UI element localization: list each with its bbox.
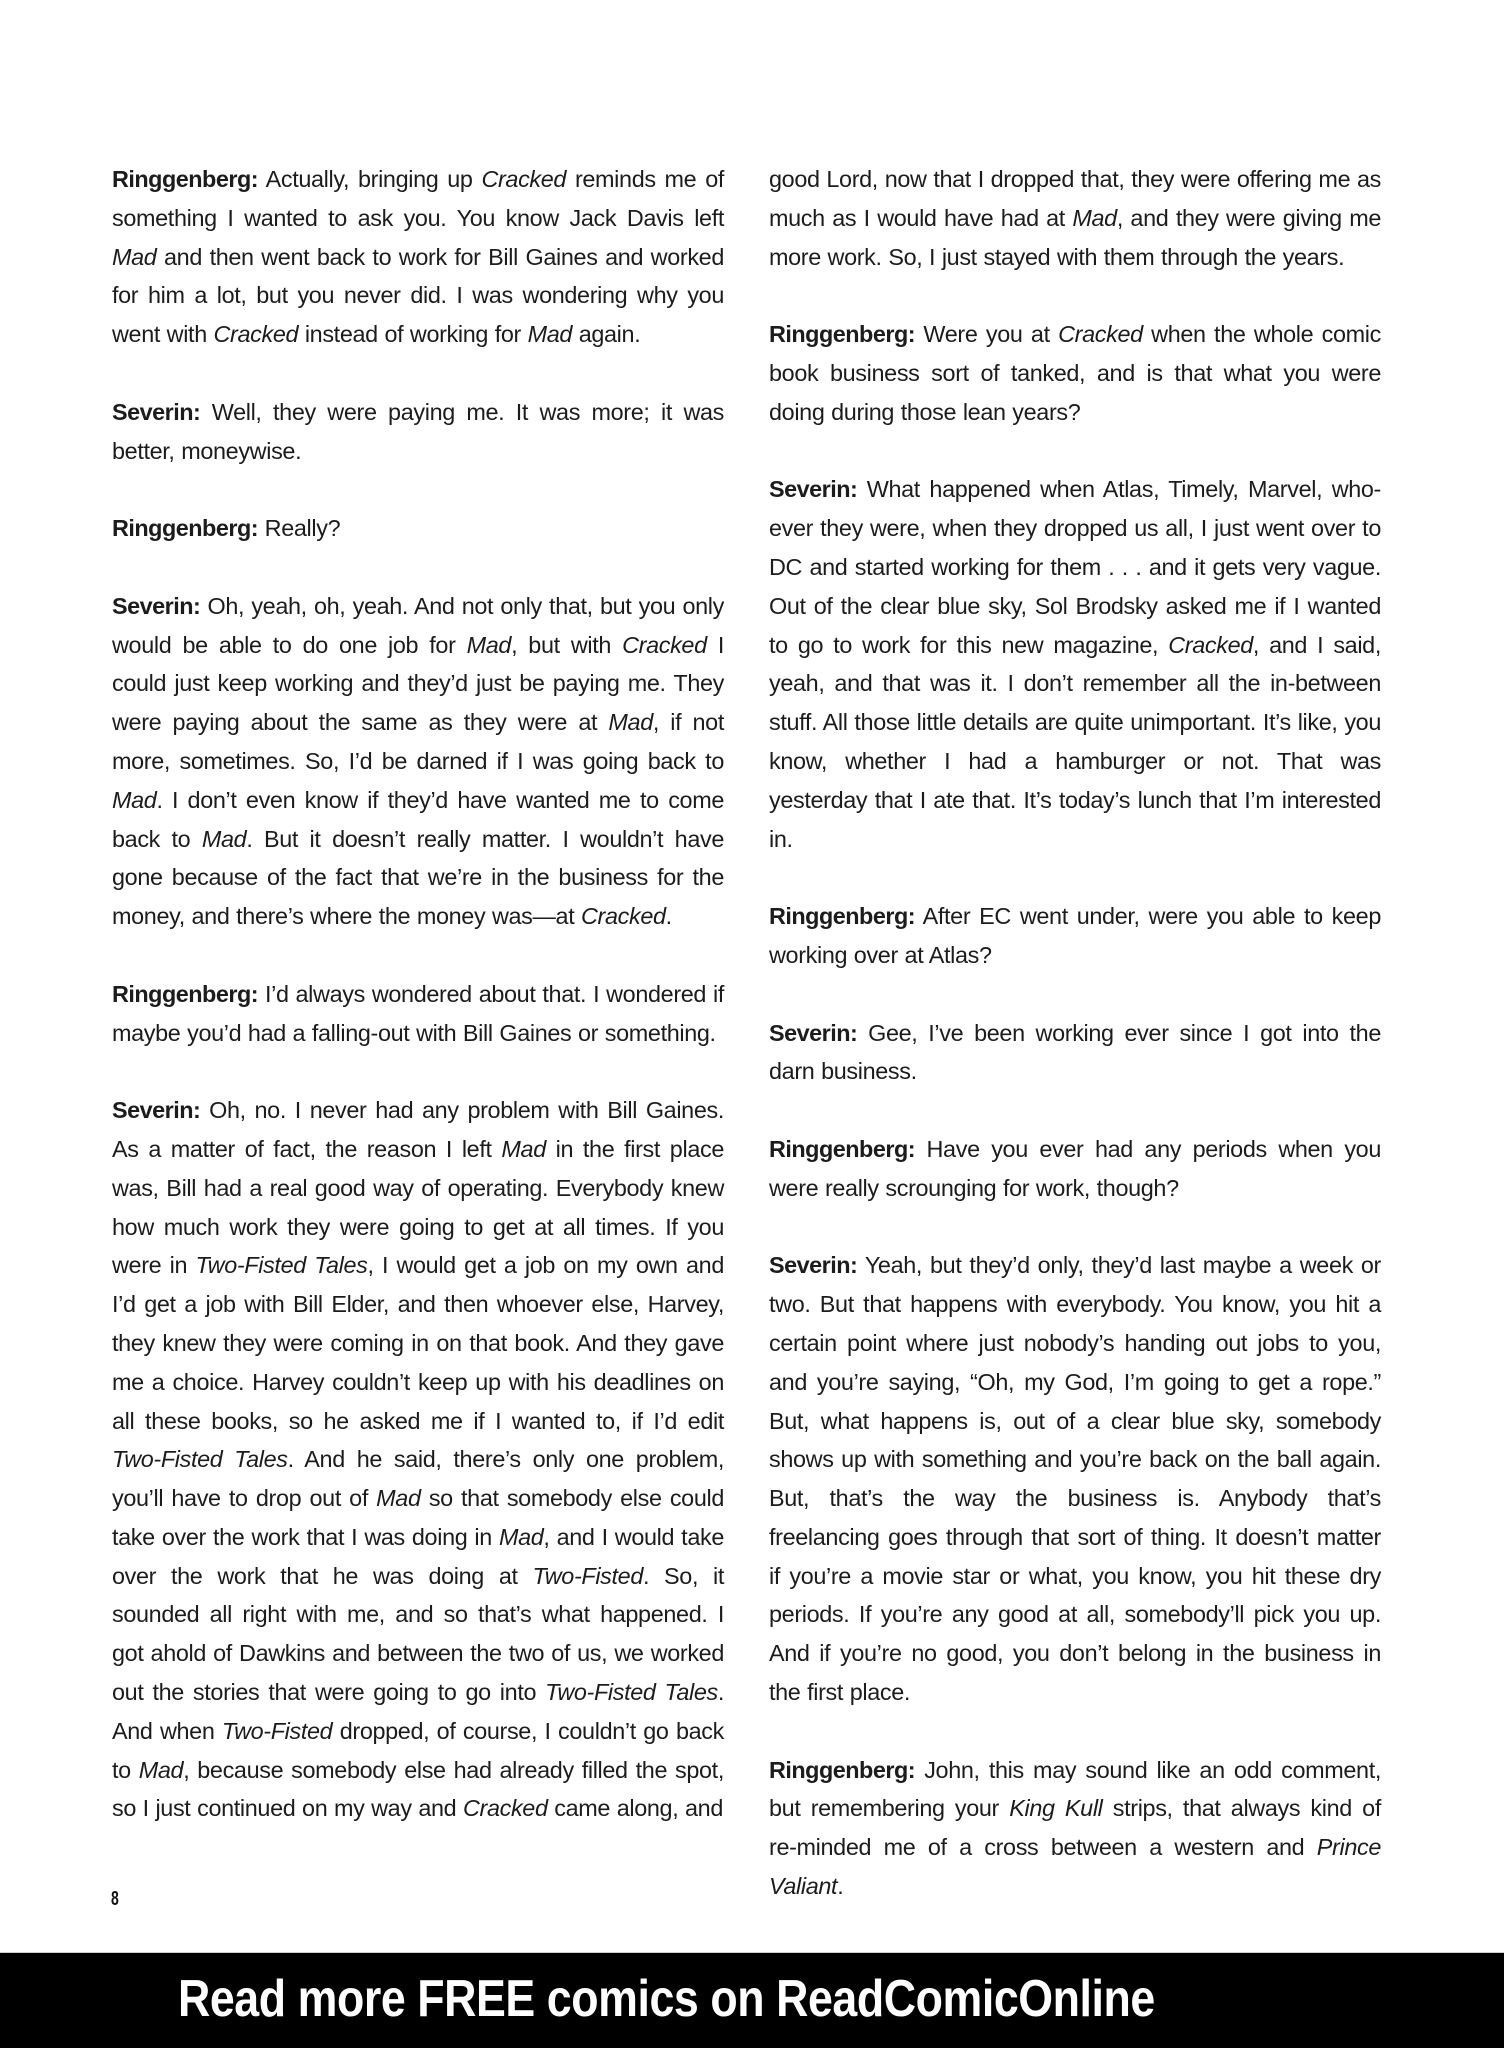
body-text: , I would get a job on my own and I’d get a job with Bill Elder, and then whoever else, Harvey, they knew they were coming in on that book. And they gave me a choice. Harvey couldn’t keep up with his deadlines on all these books, so he asked me if I wanted to, if I’d edit (112, 1252, 724, 1434)
body-text: , and they were giving me more work. So, I just stayed with them through the years. (769, 204, 1381, 270)
speaker-label: Severin: (769, 476, 858, 503)
body-text: instead of working for (298, 321, 528, 348)
interview-paragraph (112, 1091, 724, 1828)
body-text: John, this may sound like an odd comment, but remembering your (769, 1756, 1381, 1822)
speaker-label: Severin: (112, 592, 201, 619)
italic-title: Cracked (622, 631, 707, 658)
body-text: dropped, of course, I couldn’t go back to (112, 1717, 724, 1783)
italic-title: Mad (527, 321, 573, 348)
italic-title: Mad (376, 1485, 421, 1512)
body-text: and then went back to work for Bill Gaines and worked for him a lot, but you never did. I was wondering why you went with (112, 243, 724, 348)
body-text: Oh, no. I never had any problem with Bill Gaines. As a matter of fact, the reason I left (112, 1097, 724, 1162)
body-text: . (837, 1873, 844, 1900)
interview-paragraph (769, 1751, 1381, 1906)
italic-title: Two-Fisted Tales (112, 1446, 288, 1473)
interview-paragraph (769, 897, 1381, 975)
italic-title: Cracked (1168, 631, 1253, 658)
interview-paragraph (769, 1246, 1381, 1712)
italic-title: Two-Fisted (221, 1717, 333, 1744)
interview-paragraph (769, 1014, 1381, 1092)
body-text: Yeah, but they’d only, they’d last maybe a week or two. But that happens with everybody. You know, you hit a certain point where just nobody’s handing out jobs to you, and you’re saying, “Oh, my God, I’m going to get a rope.” But, what happens is, out of a clear blue sky, somebody shows up with something and you’re back on the ball again. But, that’s the way the business is. Anybody that’s freelancing goes through that sort of thing. It doesn’t matter if you’re a movie star or what, you know, you hit these dry periods. If you’re any good at all, somebody’ll pick you up. And if you’re no good, you don’t belong in the business in the first place. (769, 1252, 1381, 1706)
italic-title: Mad (466, 631, 512, 658)
body-text: . So, it sounded all right with me, and so that’s what happened. I got ahold of Dawkins and between the two of us, we worked out the stories that were going to go into (112, 1562, 724, 1706)
interview-paragraph (112, 509, 724, 548)
body-text: Really? (258, 515, 341, 542)
interview-paragraph (112, 393, 724, 471)
body-text: Actually, bringing up (258, 166, 482, 192)
italic-title: Mad (112, 786, 157, 813)
promo-banner[interactable] (0, 1952, 1504, 2048)
body-text: when the whole comic book business sort of tanked, and is that what you were doing during those lean years? (769, 321, 1381, 425)
interview-paragraph (112, 160, 724, 354)
body-text: . But it doesn’t really matter. I wouldn’t have gone because of the fact that we’re in the business for the money, and there’s where the money was—at (112, 825, 724, 930)
body-text: , but with (511, 631, 623, 658)
body-text: in the first place was, Bill had a real good way of operating. Everybody knew how much work they were going to get at all times. If you were in (112, 1135, 724, 1279)
body-text: Gee, I’ve been working ever since I got into the darn business. (769, 1019, 1381, 1085)
speaker-label: Ringgenberg: (112, 515, 259, 542)
italic-title: Mad (498, 1523, 544, 1550)
body-text: Have you ever had any periods when you were really scrounging for work, though? (769, 1135, 1381, 1201)
italic-title: King Kull (1009, 1795, 1103, 1822)
body-text: . I don’t even know if they’d have wanted me to come back to (112, 786, 724, 852)
italic-title: Two-Fisted (532, 1562, 643, 1589)
italic-title: Two-Fisted Tales (545, 1679, 718, 1706)
italic-title: Cracked (462, 1795, 548, 1822)
speaker-label: Ringgenberg: (769, 903, 916, 930)
promo-banner-text[interactable]: Read more FREE comics on ReadComicOnline (178, 1970, 1155, 2028)
body-text: . And when (112, 1679, 725, 1744)
speaker-label: Severin: (769, 1019, 858, 1046)
body-text: Well, they were paying me. It was more; it was better, moneywise. (112, 398, 724, 464)
interview-paragraph (112, 587, 724, 936)
italic-title: Mad (201, 825, 247, 852)
body-text: , and I said, yeah, and that was it. I don’t remember all the in-between stuff. All those little details are quite unimportant. It’s like, you know, whether I had a hamburger or not. That was yesterday that I ate that. It’s today’s lunch that I’m interested in. (769, 631, 1381, 852)
left-text-column (112, 160, 724, 1867)
interview-paragraph (769, 160, 1381, 276)
speaker-label: Ringgenberg: (769, 1135, 916, 1162)
italic-title: Cracked (213, 321, 299, 348)
body-text: Oh, yeah, oh, yeah. And not only that, but you only would be able to do one job for (112, 592, 724, 658)
body-text: strips, that always kind of re-minded me of a cross between a western and (769, 1795, 1381, 1861)
body-text: What happened when Atlas, Timely, Marvel, who-ever they were, when they dropped us all, I just went over to DC and started working for them . . . and it gets very vague. Out of the clear blue sky, Sol Brodsky asked me if I wanted to go to work for this new magazine, (769, 476, 1381, 658)
italic-title: Mad (138, 1756, 184, 1783)
italic-title: Mad (112, 243, 157, 270)
body-text: , because somebody else had already filled the spot, so I just continued on my way and (112, 1756, 724, 1822)
body-text: reminds me of something I wanted to ask you. You know Jack Davis left (112, 166, 725, 231)
italic-title: Cracked (481, 166, 567, 192)
italic-title: Mad (1072, 204, 1117, 231)
body-text: came along, and (547, 1795, 723, 1822)
italic-title: Mad (608, 709, 653, 736)
speaker-label: Ringgenberg: (769, 321, 916, 348)
body-text: . And he said, there’s only one problem, you’ll have to drop out of (112, 1446, 724, 1512)
speaker-label: Severin: (112, 398, 201, 425)
italic-title: Cracked (581, 903, 666, 930)
body-text: , if not more, sometimes. So, I’d be darned if I was going back to (112, 709, 724, 774)
interview-paragraph (769, 1130, 1381, 1208)
body-text: Were you at (915, 321, 1059, 348)
interview-paragraph (769, 315, 1381, 431)
body-text: I’d always wondered about that. I wondered if maybe you’d had a falling-out with Bill Gaines or something. (112, 980, 724, 1046)
body-text: . (665, 903, 672, 930)
body-text: good Lord, now that I dropped that, they were offering me as much as I would have had at (769, 166, 1381, 231)
body-text: so that somebody else could take over the work that I was doing in (112, 1485, 724, 1550)
page-number: 8 (111, 1888, 119, 1910)
right-text-column (769, 160, 1381, 1945)
body-text: I could just keep working and they’d just be paying me. They were paying about the same as they were at (112, 631, 724, 736)
speaker-label: Ringgenberg: (112, 980, 259, 1007)
speaker-label: Severin: (112, 1097, 201, 1124)
italic-title: Cracked (1058, 321, 1143, 348)
italic-title: Mad (501, 1135, 546, 1162)
speaker-label: Severin: (769, 1252, 858, 1279)
body-text: again. (572, 321, 641, 348)
interview-paragraph (112, 975, 724, 1053)
italic-title: Prince Valiant (769, 1834, 1381, 1900)
body-text: After EC went under, were you able to keep working over at Atlas? (769, 903, 1381, 968)
speaker-label: Ringgenberg: (769, 1756, 916, 1783)
body-text: , and I would take over the work that he was doing at (112, 1523, 724, 1589)
italic-title: Two-Fisted Tales (195, 1252, 368, 1279)
interview-paragraph (769, 470, 1381, 858)
speaker-label: Ringgenberg: (112, 166, 259, 192)
